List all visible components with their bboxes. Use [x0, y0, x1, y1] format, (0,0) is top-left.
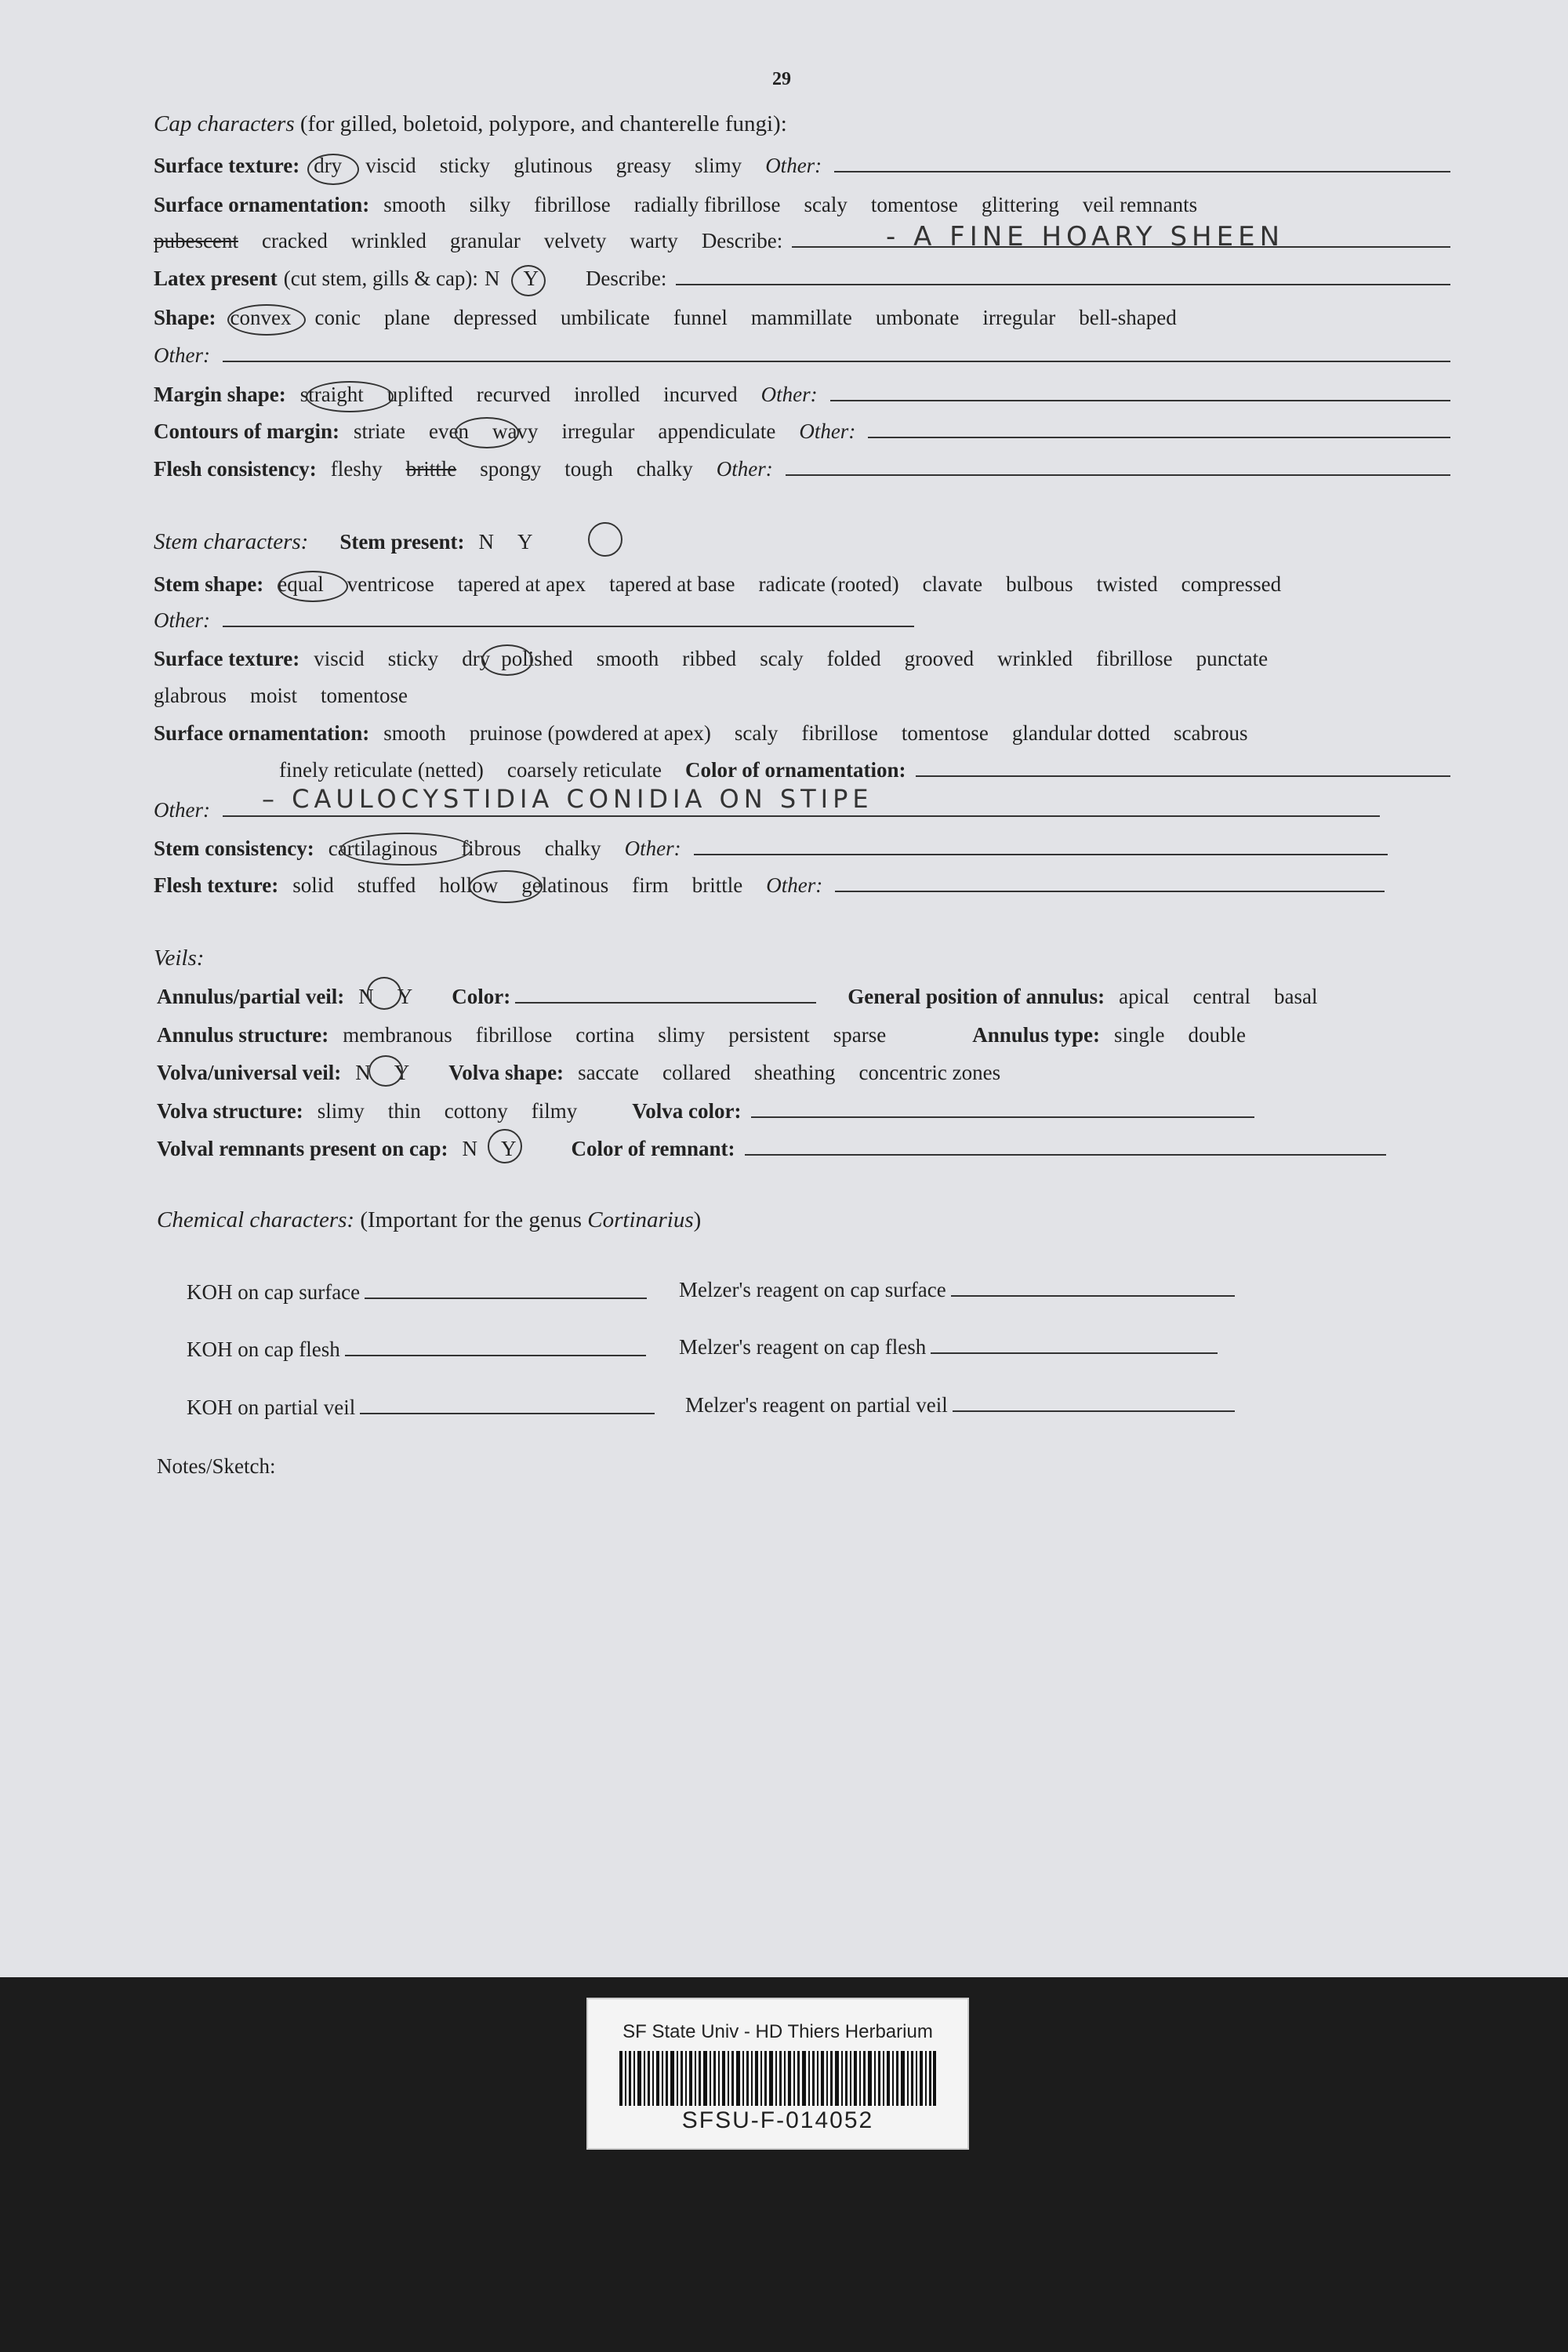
option-sheathing[interactable]: sheathing	[753, 1061, 836, 1084]
selection-circle	[469, 870, 543, 903]
option-fibrous[interactable]: fibrous	[461, 837, 521, 860]
option-pruinose[interactable]: pruinose (powdered at apex)	[469, 721, 711, 745]
latex-row	[154, 267, 1450, 291]
other-label: Other:	[154, 798, 210, 822]
annulus-structure-label: Annulus structure:	[157, 1023, 329, 1047]
handwritten-stem-other: – CAULOCYSTIDIA CONIDIA ON STIPE	[262, 784, 873, 814]
other-label: Other:	[760, 383, 818, 406]
stem-ornamentation-row2	[279, 758, 1450, 782]
option-chalky[interactable]: chalky	[636, 457, 693, 481]
cap-shape-label: Shape:	[154, 306, 216, 329]
option-fibrillose[interactable]: fibrillose	[534, 193, 611, 216]
option-coarsely-reticulate[interactable]: coarsely reticulate	[506, 758, 662, 782]
option-plane[interactable]: plane	[383, 306, 430, 329]
option-concentric-zones[interactable]: concentric zones	[858, 1061, 1001, 1084]
option-depressed[interactable]: depressed	[453, 306, 537, 329]
option-glutinous[interactable]: glutinous	[514, 154, 593, 177]
cap-ornamentation-row	[154, 193, 1450, 217]
option-polished[interactable]: polished	[501, 647, 573, 670]
option-slimy[interactable]: slimy	[317, 1099, 365, 1123]
option-convex[interactable]: convex	[230, 306, 292, 329]
option-scabrous[interactable]: scabrous	[1174, 721, 1248, 745]
volva-color-label: Volva color:	[632, 1099, 742, 1123]
describe-label: Describe:	[585, 267, 667, 290]
option-viscid[interactable]: viscid	[365, 154, 416, 177]
specimen-barcode-label	[586, 1998, 969, 2150]
chemical-heading-italic: Chemical characters:	[157, 1207, 355, 1232]
annulus-label: Annulus/partial veil:	[157, 985, 345, 1008]
selection-circle	[481, 644, 533, 676]
option-tomentose[interactable]: tomentose	[901, 721, 989, 745]
option-tomentose[interactable]: tomentose	[870, 193, 958, 216]
koh-cap-flesh-label: KOH on cap flesh	[187, 1338, 340, 1361]
option-scaly[interactable]: scaly	[760, 647, 804, 670]
option-slimy[interactable]: slimy	[695, 154, 742, 177]
option-dry[interactable]: dry	[314, 154, 343, 177]
stem-heading: Stem characters:	[154, 529, 309, 554]
volva-color-field[interactable]	[751, 1101, 1255, 1118]
chemical-genus: Cortinarius	[587, 1207, 694, 1232]
option-greasy[interactable]: greasy	[615, 154, 672, 177]
option-single[interactable]: single	[1114, 1023, 1165, 1047]
veils-heading-italic: Veils:	[154, 946, 205, 971]
selection-circle	[340, 833, 472, 866]
option-inrolled[interactable]: inrolled	[574, 383, 641, 406]
option-filmy[interactable]: filmy	[531, 1099, 578, 1123]
notes-sketch	[157, 1454, 275, 1479]
option-scaly[interactable]: scaly	[804, 193, 848, 216]
option-fibrillose[interactable]: fibrillose	[801, 721, 878, 745]
veils-heading	[154, 946, 204, 971]
option-tapered-at-apex[interactable]: tapered at apex	[457, 572, 586, 596]
other-field[interactable]	[835, 875, 1385, 892]
cap-surface-texture-label: Surface texture:	[154, 154, 300, 177]
annulus-structure-row	[157, 1023, 1450, 1047]
option-n[interactable]: N	[462, 1137, 478, 1160]
ornamentation-color-field[interactable]	[916, 760, 1451, 777]
stem-texture-row2	[154, 684, 1450, 708]
koh-partial-veil	[187, 1396, 655, 1420]
koh-partial-veil-field[interactable]	[360, 1399, 655, 1414]
option-smooth[interactable]: smooth	[596, 647, 659, 670]
stem-surface-texture-label: Surface texture:	[154, 647, 300, 670]
option-recurved[interactable]: recurved	[476, 383, 551, 406]
selection-circle	[368, 1055, 403, 1087]
koh-cap-surface-label: KOH on cap surface	[187, 1280, 361, 1304]
option-cracked[interactable]: cracked	[261, 229, 328, 252]
cap-heading-rest: (for gilled, boletoid, polypore, and chanterelle fungi):	[294, 111, 787, 136]
flesh-texture-row	[154, 873, 1385, 898]
cap-heading	[154, 111, 787, 137]
option-wavy[interactable]: wavy	[492, 419, 539, 443]
option-ventricose[interactable]: ventricose	[347, 572, 434, 596]
melzer-cap-flesh	[679, 1335, 1218, 1359]
option-collared[interactable]: collared	[662, 1061, 731, 1084]
option-gelatinous[interactable]: gelatinous	[521, 873, 609, 897]
option-dry[interactable]: dry	[462, 647, 491, 670]
other-label: Other:	[766, 873, 823, 897]
option-folded[interactable]: folded	[826, 647, 881, 670]
option-y[interactable]: Y	[397, 985, 413, 1008]
option-radially-fibrillose[interactable]: radially fibrillose	[633, 193, 781, 216]
option-twisted[interactable]: twisted	[1096, 572, 1158, 596]
koh-partial-veil-label: KOH on partial veil	[187, 1396, 356, 1419]
option-chalky[interactable]: chalky	[544, 837, 601, 860]
option-punctate[interactable]: punctate	[1196, 647, 1269, 670]
option-sticky[interactable]: sticky	[387, 647, 439, 670]
handwritten-describe: - A FINE HOARY SHEEN	[886, 221, 1285, 252]
herbarium-name: SF State Univ - HD Thiers Herbarium	[622, 2021, 933, 2042]
option-n[interactable]: N	[358, 985, 374, 1008]
option-irregular[interactable]: irregular	[982, 306, 1056, 329]
cap-shape-other-row	[154, 343, 1450, 368]
chemical-heading	[157, 1207, 701, 1233]
stem-ornamentation-row	[154, 721, 1450, 746]
option-scaly[interactable]: scaly	[734, 721, 779, 745]
volva-label: Volva/universal veil:	[157, 1061, 342, 1084]
stem-surface-texture-row	[154, 647, 1450, 671]
option-ribbed[interactable]: ribbed	[682, 647, 737, 670]
option-warty[interactable]: warty	[630, 229, 678, 252]
option-fibrillose[interactable]: fibrillose	[1096, 647, 1173, 670]
koh-cap-surface-field[interactable]	[365, 1283, 647, 1299]
koh-cap-flesh	[187, 1338, 646, 1362]
option-n[interactable]: N	[478, 530, 495, 554]
annulus-position-label: General position of annulus:	[848, 985, 1105, 1008]
flesh-consistency-label: Flesh consistency:	[154, 457, 317, 481]
selection-circle	[278, 571, 348, 602]
option-bell-shaped[interactable]: bell-shaped	[1079, 306, 1177, 329]
option-silky[interactable]: silky	[469, 193, 511, 216]
flesh-texture-label: Flesh texture:	[154, 873, 279, 897]
other-field[interactable]	[830, 384, 1450, 401]
option-y[interactable]: Y	[501, 1137, 517, 1160]
margin-shape-label: Margin shape:	[154, 383, 286, 406]
barcode-icon	[619, 2051, 936, 2106]
annulus-color-label: Color:	[452, 985, 511, 1008]
stem-consistency-label: Stem consistency:	[154, 837, 314, 860]
option-stuffed[interactable]: stuffed	[357, 873, 416, 897]
option-thin[interactable]: thin	[387, 1099, 421, 1123]
selection-circle	[588, 522, 622, 557]
option-veil-remnants[interactable]: veil remnants	[1082, 193, 1198, 216]
option-sticky[interactable]: sticky	[439, 154, 491, 177]
option-uplifted[interactable]: uplifted	[387, 383, 453, 406]
other-field[interactable]	[223, 345, 1450, 362]
option-granular[interactable]: granular	[449, 229, 521, 252]
option-brittle[interactable]: brittle	[691, 873, 743, 897]
option-apical[interactable]: apical	[1119, 985, 1170, 1008]
other-field[interactable]	[786, 459, 1450, 476]
option-straight[interactable]: straight	[299, 383, 364, 406]
annulus-type-label: Annulus type:	[972, 1023, 1101, 1047]
option-bulbous[interactable]: bulbous	[1006, 572, 1073, 596]
option-wrinkled[interactable]: wrinkled	[997, 647, 1073, 670]
melzer-cap-surface-label: Melzer's reagent on cap surface	[679, 1278, 946, 1301]
option-fleshy[interactable]: fleshy	[330, 457, 383, 481]
option-solid[interactable]: solid	[292, 873, 334, 897]
stem-consistency-row	[154, 837, 1388, 861]
annulus-row	[157, 985, 1450, 1009]
option-glandular-dotted[interactable]: glandular dotted	[1011, 721, 1151, 745]
flesh-consistency-row	[154, 457, 1450, 481]
koh-cap-surface	[187, 1280, 647, 1305]
melzer-partial-veil-field[interactable]	[953, 1396, 1235, 1412]
option-viscid[interactable]: viscid	[314, 647, 365, 670]
option-slimy[interactable]: slimy	[658, 1023, 706, 1047]
option-compressed[interactable]: compressed	[1181, 572, 1282, 596]
other-label: Other:	[154, 343, 210, 367]
option-saccate[interactable]: saccate	[578, 1061, 639, 1084]
option-appendiculate[interactable]: appendiculate	[658, 419, 776, 443]
melzer-partial-veil-label: Melzer's reagent on partial veil	[685, 1393, 948, 1417]
option-velvety[interactable]: velvety	[543, 229, 607, 252]
stem-ornamentation-label: Surface ornamentation:	[154, 721, 370, 745]
cap-ornamentation-label: Surface ornamentation:	[154, 193, 370, 216]
volva-row	[157, 1061, 1450, 1085]
option-tomentose[interactable]: tomentose	[321, 684, 408, 707]
stem-present-label: Stem present:	[339, 530, 465, 554]
selection-circle	[488, 1129, 522, 1163]
option-fibrillose[interactable]: fibrillose	[475, 1023, 553, 1047]
option-umbilicate[interactable]: umbilicate	[560, 306, 650, 329]
remnant-color-label: Color of remnant:	[571, 1137, 735, 1160]
option-finely-reticulate[interactable]: finely reticulate (netted)	[279, 758, 484, 782]
remnant-color-field[interactable]	[745, 1138, 1386, 1156]
selection-circle	[306, 381, 394, 412]
option-radicate[interactable]: radicate (rooted)	[758, 572, 899, 596]
option-cortina[interactable]: cortina	[575, 1023, 635, 1047]
volval-remnants-label: Volval remnants present on cap:	[157, 1137, 448, 1160]
option-sparse[interactable]: sparse	[833, 1023, 887, 1047]
option-glabrous[interactable]: glabrous	[154, 684, 227, 707]
option-tapered-at-base[interactable]: tapered at base	[609, 572, 735, 596]
cap-shape-row	[154, 306, 1450, 330]
selection-circle	[367, 977, 401, 1010]
option-membranous[interactable]: membranous	[343, 1023, 452, 1047]
option-smooth[interactable]: smooth	[383, 721, 446, 745]
melzer-cap-flesh-field[interactable]	[931, 1338, 1218, 1354]
annulus-color-field[interactable]	[515, 988, 816, 1004]
cap-heading-italic: Cap characters	[154, 111, 295, 136]
melzer-cap-flesh-label: Melzer's reagent on cap flesh	[679, 1335, 927, 1359]
stem-shape-row	[154, 572, 1450, 597]
option-y[interactable]: Y	[394, 1061, 410, 1084]
other-label: Other:	[765, 154, 822, 177]
latex-rest: (cut stem, gills & cap):	[283, 267, 478, 290]
option-wrinkled[interactable]: wrinkled	[350, 229, 426, 252]
ornamentation-color-label: Color of ornamentation:	[685, 758, 906, 782]
option-brittle[interactable]: brittle	[405, 457, 457, 481]
latex-describe-field[interactable]	[676, 268, 1450, 285]
volva-structure-row	[157, 1099, 1254, 1123]
chemical-heading-rest: (Important for the genus	[360, 1207, 588, 1232]
option-incurved[interactable]: incurved	[663, 383, 738, 406]
option-glittering[interactable]: glittering	[981, 193, 1059, 216]
option-pubescent[interactable]: pubescent	[154, 229, 238, 252]
option-y[interactable]: Y	[523, 267, 539, 290]
option-basal[interactable]: basal	[1274, 985, 1318, 1008]
stem-shape-label: Stem shape:	[154, 572, 264, 596]
chemical-heading-close: )	[693, 1207, 702, 1232]
selection-circle	[455, 417, 519, 448]
option-n[interactable]: N	[484, 267, 500, 290]
option-central[interactable]: central	[1192, 985, 1251, 1008]
option-firm[interactable]: firm	[632, 873, 669, 897]
option-cottony[interactable]: cottony	[444, 1099, 508, 1123]
other-label: Other:	[799, 419, 856, 443]
option-grooved[interactable]: grooved	[904, 647, 975, 670]
option-spongy[interactable]: spongy	[480, 457, 542, 481]
option-tough[interactable]: tough	[564, 457, 613, 481]
page-number: 29	[772, 69, 791, 89]
option-mammillate[interactable]: mammillate	[750, 306, 852, 329]
stem-shape-other-row	[154, 608, 914, 633]
option-smooth[interactable]: smooth	[383, 193, 446, 216]
option-irregular[interactable]: irregular	[561, 419, 635, 443]
koh-cap-flesh-field[interactable]	[345, 1341, 646, 1356]
option-y[interactable]: Y	[517, 530, 533, 554]
volval-remnants-row	[157, 1137, 1386, 1161]
other-field[interactable]	[868, 421, 1450, 438]
describe-label: Describe:	[701, 229, 783, 252]
option-n[interactable]: N	[355, 1061, 371, 1084]
option-hollow[interactable]: hollow	[439, 873, 499, 897]
notes-sketch-label: Notes/Sketch:	[157, 1454, 276, 1478]
option-cartilaginous[interactable]: cartilaginous	[328, 837, 438, 860]
option-equal[interactable]: equal	[278, 572, 324, 596]
option-even[interactable]: even	[428, 419, 469, 443]
option-moist[interactable]: moist	[249, 684, 297, 707]
other-label: Other:	[154, 608, 210, 632]
other-field[interactable]	[834, 155, 1450, 172]
other-label: Other:	[624, 837, 681, 860]
option-double[interactable]: double	[1188, 1023, 1247, 1047]
other-field[interactable]	[694, 838, 1388, 855]
catalog-number: SFSU-F-014052	[681, 2107, 874, 2133]
latex-label: Latex present	[154, 267, 278, 290]
option-funnel[interactable]: funnel	[673, 306, 728, 329]
volva-structure-label: Volva structure:	[157, 1099, 303, 1123]
melzer-cap-surface-field[interactable]	[951, 1281, 1235, 1297]
margin-contours-label: Contours of margin:	[154, 419, 339, 443]
option-conic[interactable]: conic	[314, 306, 361, 329]
option-persistent[interactable]: persistent	[728, 1023, 810, 1047]
selection-circle	[227, 304, 306, 336]
other-field[interactable]	[223, 610, 914, 627]
other-label: Other:	[716, 457, 773, 481]
selection-circle	[307, 154, 359, 185]
option-umbonate[interactable]: umbonate	[875, 306, 960, 329]
selection-circle	[511, 265, 546, 296]
option-striate[interactable]: striate	[354, 419, 405, 443]
melzer-cap-surface	[679, 1278, 1235, 1302]
volva-shape-label: Volva shape:	[448, 1061, 564, 1084]
option-clavate[interactable]: clavate	[922, 572, 983, 596]
stem-heading-row	[154, 529, 1450, 555]
melzer-partial-veil	[685, 1393, 1235, 1417]
margin-contours-row	[154, 419, 1450, 444]
